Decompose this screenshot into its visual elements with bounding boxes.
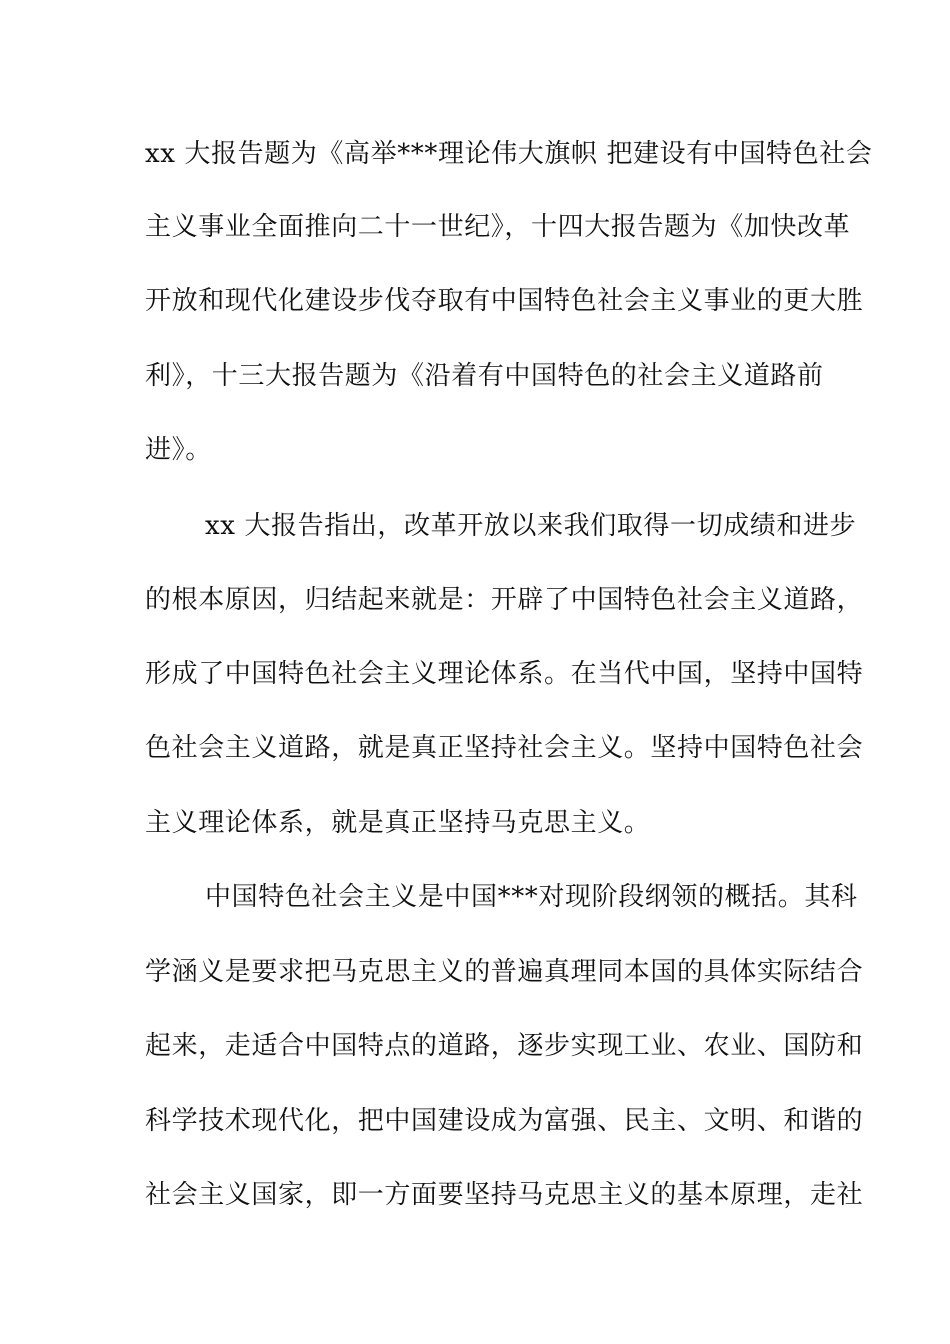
text-line: 主义事业全面推向二十一世纪》，十四大报告题为《加快改革	[145, 212, 851, 242]
text-line: 科学技术现代化，把中国建设成为富强、民主、文明、和谐的	[145, 1106, 864, 1136]
text-line: 主义理论体系，就是真正坚持马克思主义。	[145, 808, 651, 838]
text-line: 开放和现代化建设步伐夺取有中国特色社会主义事业的更大胜	[145, 286, 864, 316]
text-line: 社会主义国家，即一方面要坚持马克思主义的基本原理，走社	[145, 1180, 864, 1210]
text-line: 的根本原因，归结起来就是：开辟了中国特色社会主义道路，	[145, 585, 864, 615]
paragraph-first-line: xx 大报告指出，改革开放以来我们取得一切成绩和进步	[205, 511, 857, 541]
text-line: 形成了中国特色社会主义理论体系。在当代中国，坚持中国特	[145, 659, 864, 689]
text-line: xx 大报告题为《高举***理论伟大旗帜 把建设有中国特色社会	[145, 139, 873, 169]
paragraph-first-line: 中国特色社会主义是中国***对现阶段纲领的概括。其科	[205, 882, 858, 912]
text-line: 进》。	[145, 435, 212, 465]
text-line: 起来，走适合中国特点的道路，逐步实现工业、农业、国防和	[145, 1031, 864, 1061]
text-line: 色社会主义道路，就是真正坚持社会主义。坚持中国特色社会	[145, 733, 864, 763]
text-line: 利》，十三大报告题为《沿着有中国特色的社会主义道路前	[145, 361, 824, 391]
text-line: 学涵义是要求把马克思主义的普遍真理同本国的具体实际结合	[145, 957, 864, 987]
